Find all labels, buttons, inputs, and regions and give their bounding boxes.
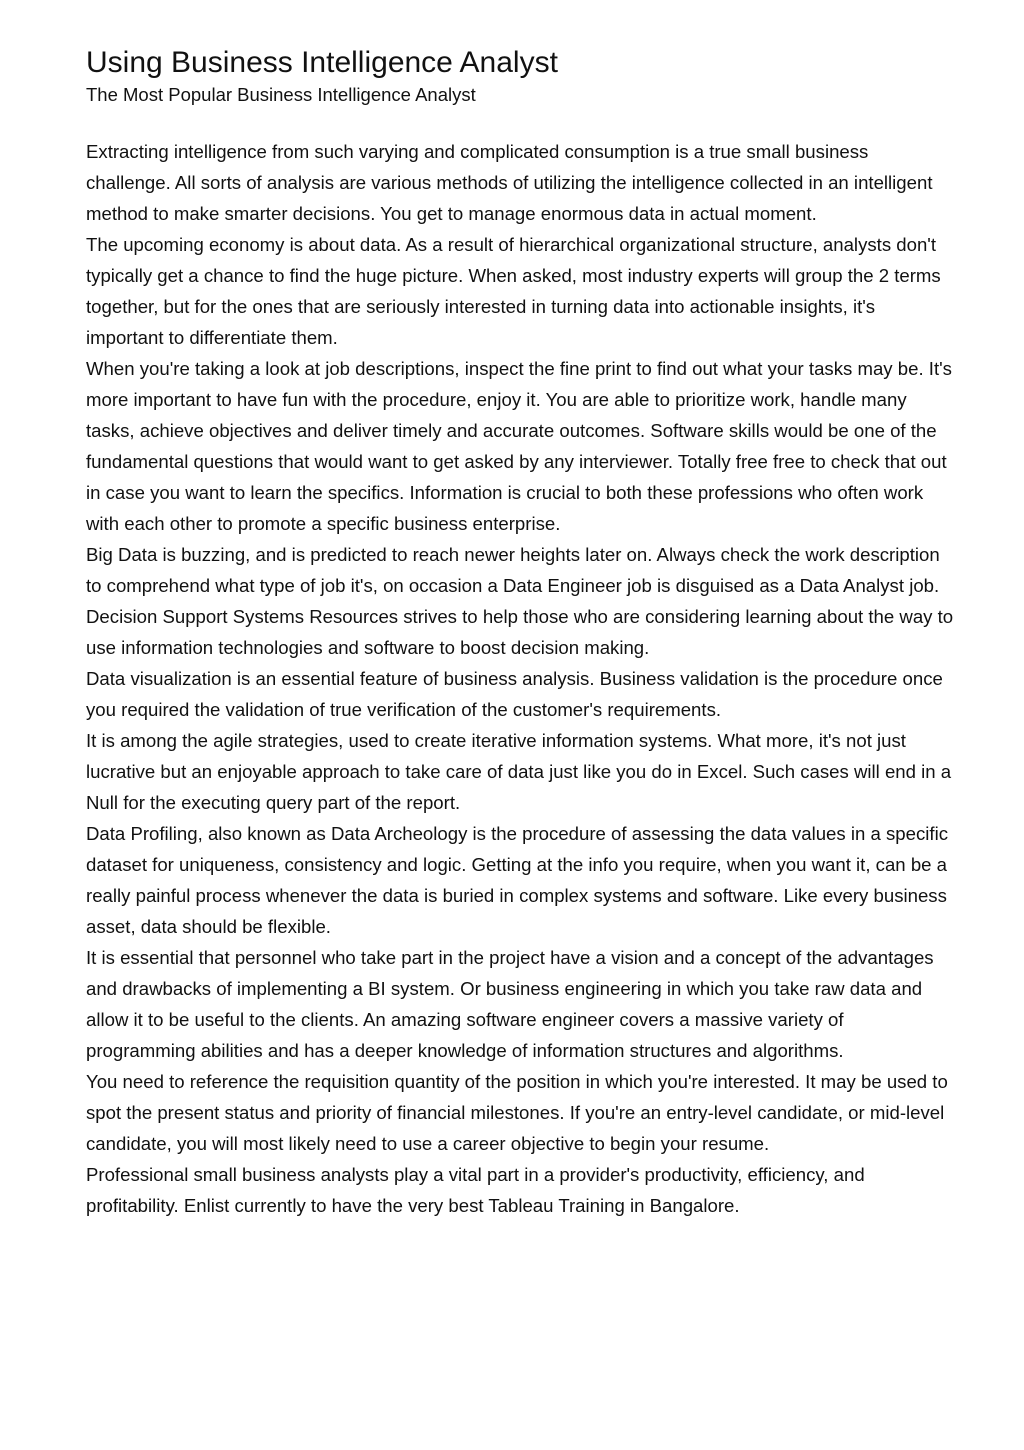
paragraph: Big Data is buzzing, and is predicted to reach newer heights later on. Always check the work description to comprehend what type of job it's, on occasion a Data Engineer job is disguised as a Data Analyst job. Decision Support Systems Resources strives to help those who are considering learning about the way to use information technologies and software to boost decision making. bbox=[86, 544, 954, 658]
paragraph: It is among the agile strategies, used to create iterative information systems. What more, it's not just lucrative but an enjoyable approach to take care of data just like you do in Excel. Such cases will end in a Null for the executing query part of the report. bbox=[86, 730, 952, 813]
document-body bbox=[86, 136, 956, 1221]
document-page bbox=[86, 44, 956, 1221]
paragraph: Data Profiling, also known as Data Archeology is the procedure of assessing the data values in a specific dataset for uniqueness, consistency and logic. Getting at the info you require, when you want it, can be a really painful process whenever the data is buried in complex systems and software. Like every business asset, data should be flexible. bbox=[86, 823, 948, 937]
document-subtitle: The Most Popular Business Intelligence Analyst bbox=[86, 84, 476, 105]
paragraph: When you're taking a look at job descriptions, inspect the fine print to find out what your tasks may be. It's more important to have fun with the procedure, enjoy it. You are able to prioritize work, handle many tasks, achieve objectives and deliver timely and accurate outcomes. Software skills would be one of the fundamental questions that would want to get asked by any interviewer. Totally free free to check that out in case you want to learn the specifics. Information is crucial to both these professions who often work with each other to promote a specific business enterprise. bbox=[86, 358, 952, 534]
paragraph: Data visualization is an essential feature of business analysis. Business validation is the procedure once you required the validation of true verification of the customer's requirements. bbox=[86, 668, 943, 720]
paragraph: Professional small business analysts play a vital part in a provider's productivity, efficiency, and profitability. Enlist currently to have the very best Tableau Training in Bangalore. bbox=[86, 1164, 865, 1216]
paragraph: The upcoming economy is about data. As a result of hierarchical organizational structure, analysts don't typically get a chance to find the huge picture. When asked, most industry experts will group the 2 terms together, but for the ones that are seriously interested in turning data into actionable insights, it's important to differentiate them. bbox=[86, 234, 941, 348]
document-title: Using Business Intelligence Analyst bbox=[86, 46, 558, 79]
paragraph: It is essential that personnel who take part in the project have a vision and a concept of the advantages and drawbacks of implementing a BI system. Or business engineering in which you take raw data and allow it to be useful to the clients. An amazing software engineer covers a massive variety of programming abilities and has a deeper knowledge of information structures and algorithms. bbox=[86, 947, 934, 1061]
paragraph: You need to reference the requisition quantity of the position in which you're interested. It may be used to spot the present status and priority of financial milestones. If you're an entry-level candidate, or mid-level candidate, you will most likely need to use a career objective to begin your resume. bbox=[86, 1071, 948, 1154]
paragraph: Extracting intelligence from such varying and complicated consumption is a true small business challenge. All sorts of analysis are various methods of utilizing the intelligence collected in an intelligent method to make smarter decisions. You get to manage enormous data in actual moment. bbox=[86, 141, 933, 224]
